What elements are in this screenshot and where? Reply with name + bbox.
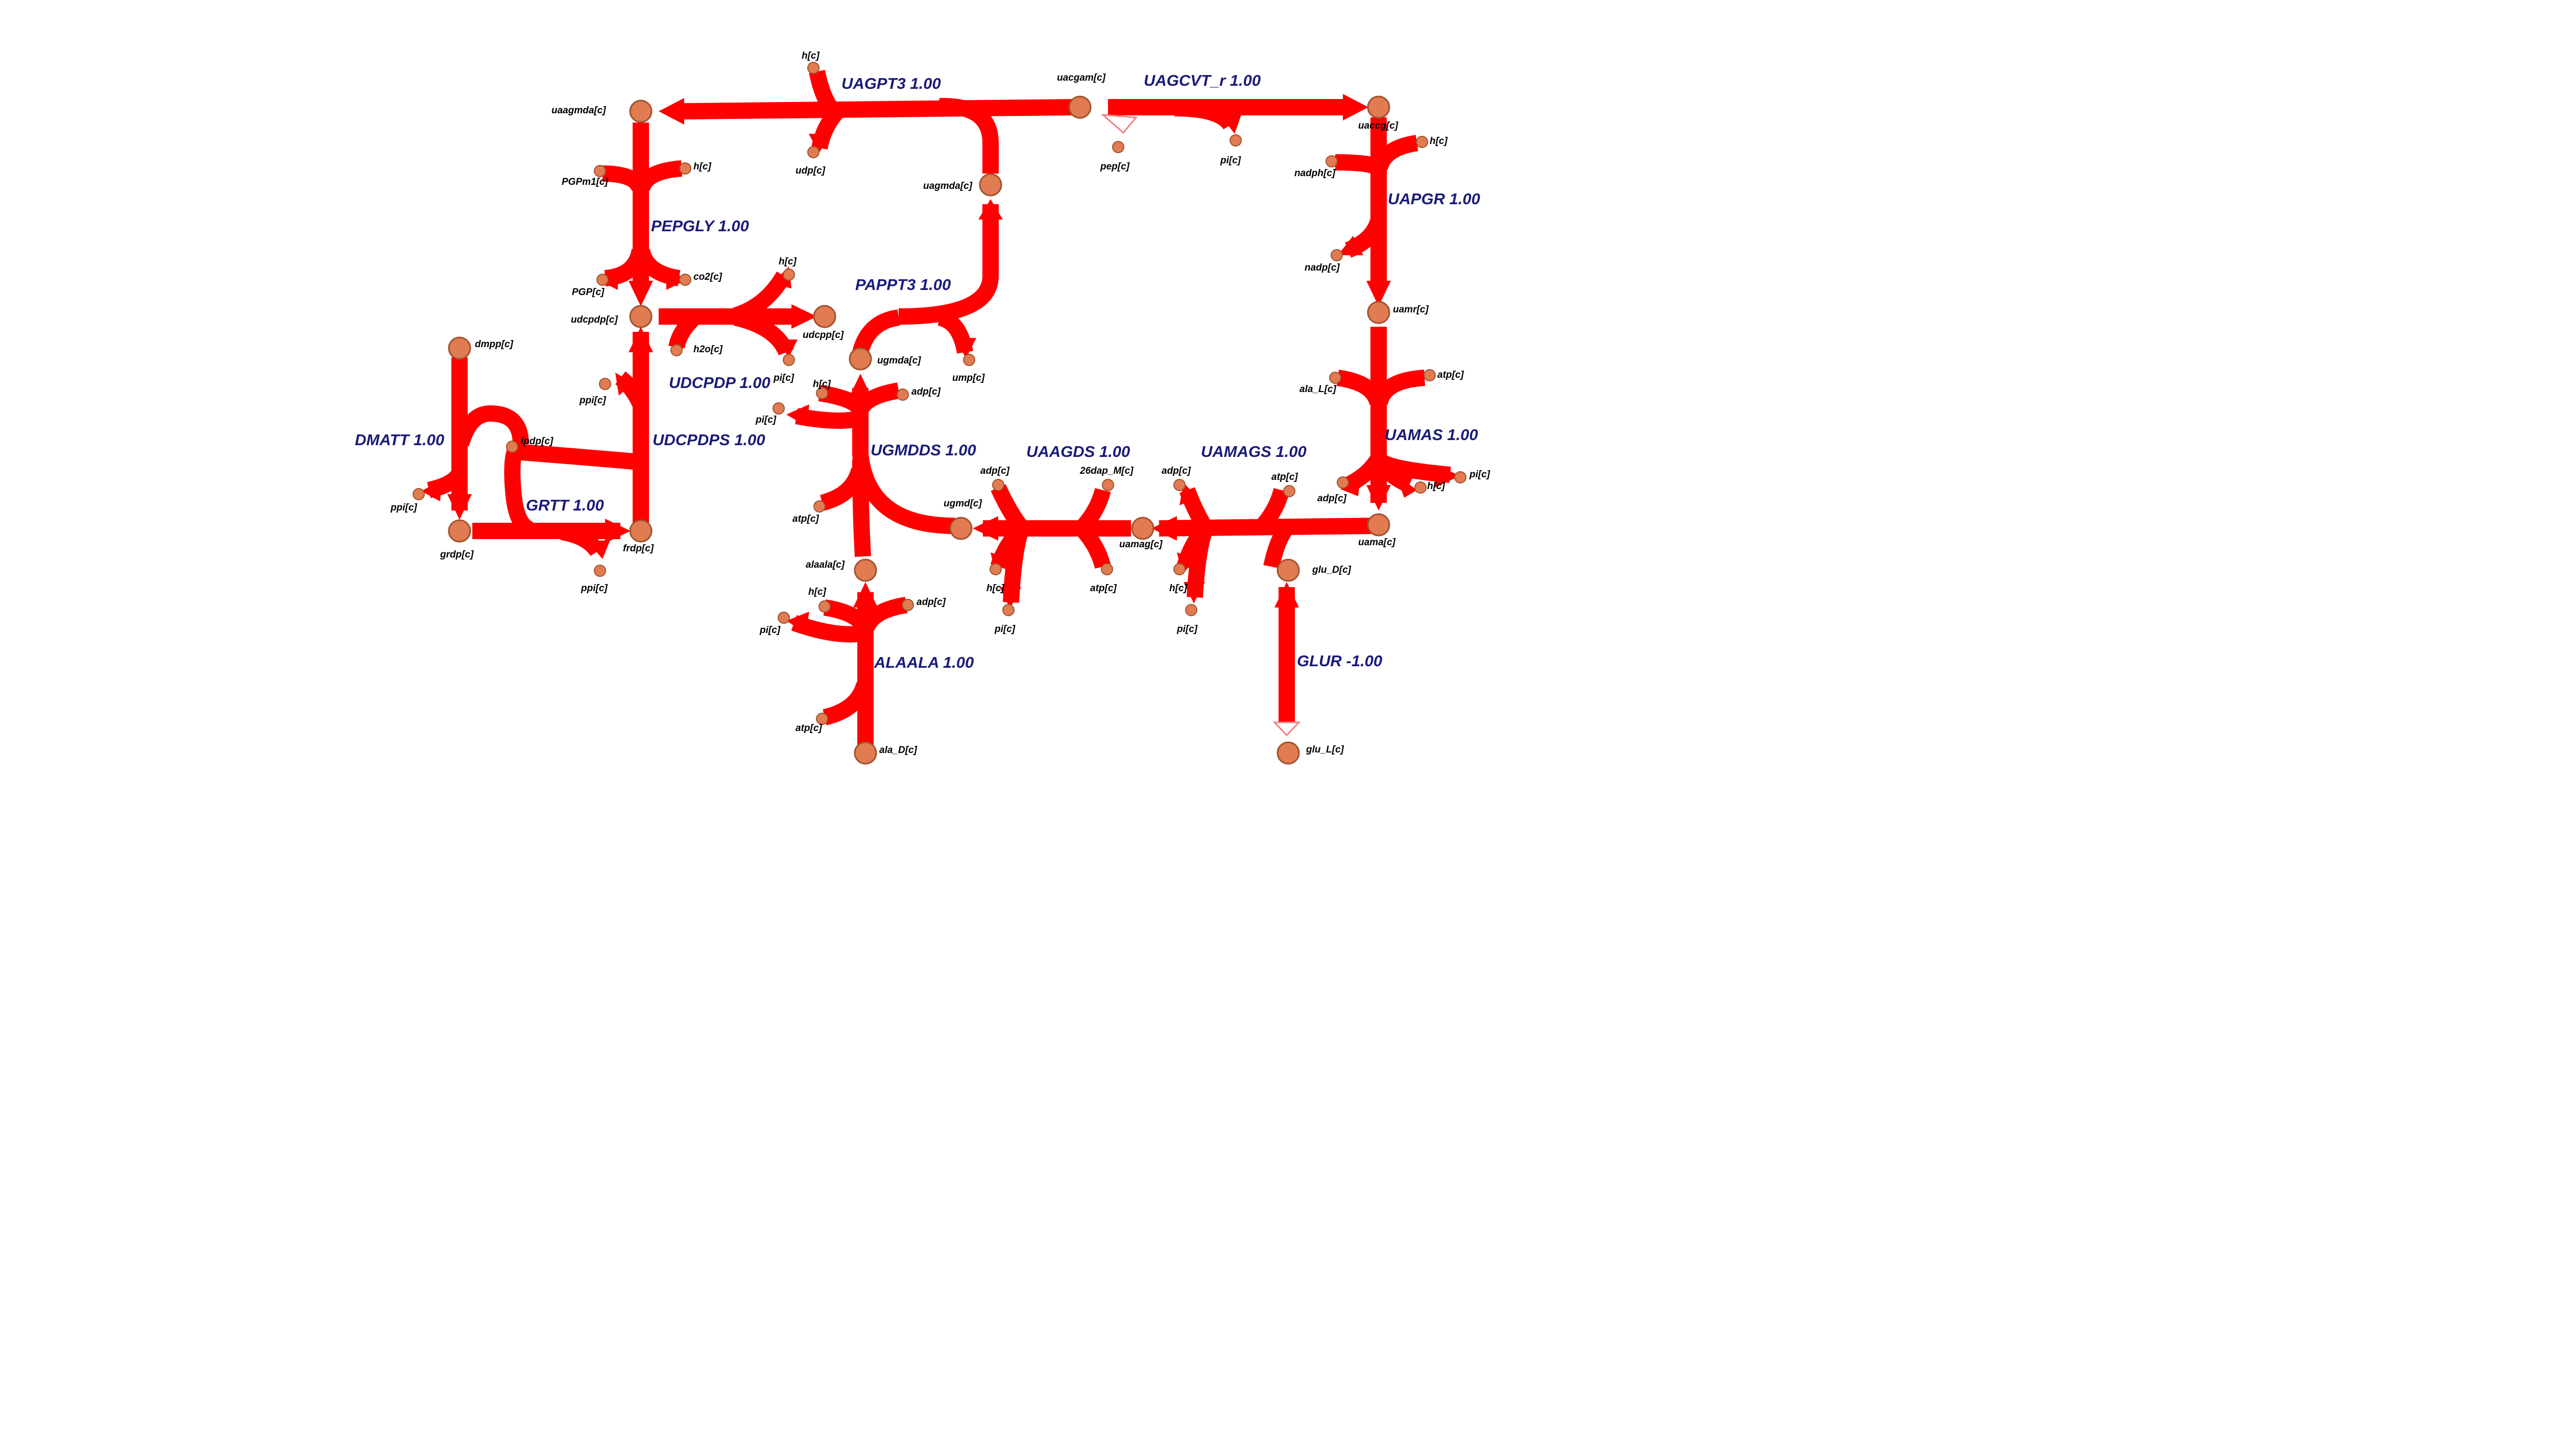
node-pep-uagcvt[interactable] (1113, 141, 1124, 153)
node-h-uagpt3[interactable] (808, 62, 819, 74)
node-glu_L[interactable] (1278, 742, 1299, 764)
label-pi-uamas: pi[c] (1470, 469, 1490, 480)
node-pi-alaala[interactable] (778, 612, 789, 623)
node-h-uaagds[interactable] (990, 564, 1001, 575)
edge-uapgr-h (1380, 143, 1417, 168)
node-ppi-grtt[interactable] (594, 565, 606, 576)
label-glu_L: glu_L[c] (1306, 744, 1344, 755)
node-nadp-uapgr[interactable] (1331, 250, 1342, 261)
reaction-uaagds[interactable]: UAAGDS 1.00 (1026, 443, 1130, 460)
arrowhead-uagmda-up (978, 199, 1003, 220)
node-atp-ugmdds[interactable] (814, 501, 825, 512)
arrowhead-frdp (605, 519, 631, 543)
node-uacgam[interactable] (1069, 96, 1091, 118)
label-grdp: grdp[c] (440, 549, 474, 560)
node-h2o-udcpdp[interactable] (671, 345, 682, 356)
label-adp-ugmdds: adp[c] (911, 386, 941, 397)
arrowhead-pep-hollow (1103, 115, 1136, 133)
label-uama: uama[c] (1358, 537, 1395, 548)
label-ppi-grtt: ppi[c] (581, 583, 608, 594)
reaction-uapgr[interactable]: UAPGR 1.00 (1388, 190, 1480, 208)
node-pi-udcpdp[interactable] (783, 354, 794, 366)
edge-udcpdps-ipdp (516, 452, 640, 462)
node-nadph-uapgr[interactable] (1326, 156, 1337, 167)
label-PGPm1-pepgly: PGPm1[c] (562, 177, 608, 187)
reaction-grtt[interactable]: GRTT 1.00 (526, 496, 604, 514)
node-atp-uaagds[interactable] (1101, 564, 1113, 575)
reaction-uagpt3[interactable]: UAGPT3 1.00 (841, 75, 941, 92)
label-co2-pepgly: co2[c] (693, 272, 722, 282)
label-atp-alaala: atp[c] (796, 723, 822, 734)
node-alaala[interactable] (855, 560, 876, 581)
label-h-uagpt3: h[c] (802, 51, 820, 61)
label-udcpdp: udcpdp[c] (571, 314, 618, 325)
label-ipdp: ipdp[c] (521, 436, 553, 447)
label-h-pappt3: h[c] (779, 256, 797, 267)
node-ppi-dmatt[interactable] (413, 489, 424, 500)
label-h-alaala: h[c] (808, 587, 826, 597)
edge-grtt-ipdp (512, 449, 531, 530)
edge-uamas-ala (1338, 378, 1378, 403)
edge-uagpt3-main (684, 107, 1072, 111)
edge-pappt3-ugmda (860, 318, 899, 352)
label-nadph-uapgr: nadph[c] (1294, 168, 1336, 179)
label-nadp-uapgr: nadp[c] (1305, 262, 1340, 273)
node-ala_L-uamas[interactable] (1330, 372, 1341, 383)
label-ump-pappt3: ump[c] (952, 373, 985, 383)
label-uacgam: uacgam[c] (1057, 72, 1106, 83)
arrowhead-udcpdp-up (629, 327, 653, 352)
label-uamag: uamag[c] (1119, 539, 1163, 550)
label-adp-uamags: adp[c] (1162, 466, 1191, 476)
node-h-pappt3[interactable] (783, 269, 794, 280)
edge-dmatt-ipdp (461, 414, 521, 444)
arrowhead-glud (1274, 582, 1299, 608)
node-udcpp[interactable] (814, 306, 835, 327)
node-pi-ugmdds[interactable] (773, 403, 784, 414)
label-h-ugmdds: h[c] (813, 379, 831, 390)
node-pi-uagcvt[interactable] (1230, 135, 1241, 146)
node-uagmda[interactable] (980, 174, 1001, 196)
node-h-uamags[interactable] (1174, 564, 1185, 575)
label-pi-uagcvt: pi[c] (1220, 155, 1241, 166)
node-h-alaala[interactable] (819, 601, 830, 612)
reaction-labels (355, 71, 1480, 671)
node-uaccg[interactable] (1368, 96, 1389, 118)
arrowhead-glul-hollow (1274, 722, 1299, 735)
edge-alaala-adp (866, 605, 906, 628)
node-ppi-udcpdps[interactable] (599, 378, 611, 390)
label-h-uapgr: h[c] (1430, 136, 1448, 147)
reaction-ugmdds[interactable]: UGMDDS 1.00 (871, 441, 976, 459)
node-dap-uaagds[interactable] (1102, 479, 1114, 491)
label-uagmda: uagmda[c] (923, 181, 973, 191)
edge-uagpt3-h (817, 71, 832, 110)
node-atp-uamags[interactable] (1284, 486, 1295, 497)
label-atp-uamags: atp[c] (1271, 472, 1298, 482)
reaction-udcpdps[interactable]: UDCPDPS 1.00 (653, 431, 765, 449)
label-adp-uaagds: adp[c] (980, 466, 1009, 476)
label-ugmda: ugmda[c] (877, 355, 921, 366)
node-ugmd[interactable] (950, 518, 972, 539)
label-h2o-udcpdp: h2o[c] (693, 344, 722, 355)
label-adp-uamas: adp[c] (1317, 493, 1346, 504)
label-udp-uagpt3: udp[c] (796, 165, 826, 176)
label-atp-uaagds: atp[c] (1090, 583, 1117, 594)
node-udp-uagpt3[interactable] (808, 147, 819, 158)
node-ugmda[interactable] (850, 348, 871, 370)
arrowhead-udcpdp (629, 281, 653, 306)
reaction-pepgly[interactable]: PEPGLY 1.00 (651, 217, 749, 235)
label-ppi-udcpdps: ppi[c] (580, 395, 606, 406)
label-pi-uaagds: pi[c] (995, 624, 1016, 635)
node-pi-uamas[interactable] (1455, 472, 1466, 483)
label-atp-ugmdds: atp[c] (792, 514, 819, 524)
label-pi-ugmdds: pi[c] (756, 415, 777, 425)
label-uaccg: uaccg[c] (1358, 120, 1399, 131)
reaction-glur[interactable]: GLUR -1.00 (1297, 652, 1383, 670)
label-udcpp: udcpp[c] (803, 330, 844, 341)
node-uamr[interactable] (1368, 302, 1389, 323)
node-dmpp[interactable] (449, 337, 470, 359)
label-dap-uaagds: 26dap_M[c] (1080, 466, 1134, 476)
label-h-uaagds: h[c] (986, 583, 1004, 594)
label-h-pepgly: h[c] (693, 161, 711, 172)
label-pi-uamags: pi[c] (1177, 624, 1198, 635)
label-ala_D: ala_D[c] (879, 745, 917, 756)
node-ala_D[interactable] (855, 742, 876, 764)
label-frdp: frdp[c] (623, 543, 654, 554)
reaction-pappt3[interactable]: PAPPT3 1.00 (855, 276, 951, 294)
node-PGPm1-pepgly[interactable] (594, 165, 606, 177)
arrowhead-uaagmda (659, 98, 684, 125)
reaction-uamags[interactable]: UAMAGS 1.00 (1201, 443, 1307, 460)
arrowhead-alaala (853, 582, 878, 608)
reaction-dmatt[interactable]: DMATT 1.00 (355, 431, 445, 449)
label-adp-alaala: adp[c] (917, 597, 946, 608)
label-ppi-dmatt: ppi[c] (391, 502, 417, 513)
metabolite-labels (390, 51, 1490, 756)
label-ala_L-uamas: ala_L[c] (1299, 384, 1336, 395)
node-adp-uamas[interactable] (1337, 477, 1348, 488)
reaction-uagcvt_r[interactable]: UAGCVT_r 1.00 (1144, 71, 1261, 89)
label-pi-udcpdp: pi[c] (774, 373, 794, 383)
label-dmpp: dmpp[c] (475, 339, 513, 350)
node-glu_D[interactable] (1278, 560, 1299, 581)
node-uaagmda[interactable] (630, 101, 652, 122)
edge-uapgr-nadph (1335, 162, 1378, 168)
label-uamr: uamr[c] (1393, 304, 1429, 315)
label-pi-alaala: pi[c] (760, 625, 781, 636)
label-PGP-pepgly: PGP[c] (572, 287, 605, 298)
node-adp-alaala[interactable] (902, 599, 913, 611)
label-uaagmda: uaagmda[c] (551, 105, 606, 116)
node-h-pepgly[interactable] (680, 163, 691, 174)
node-frdp[interactable] (630, 520, 652, 542)
arrowhead-uamag (1151, 516, 1177, 541)
node-co2-pepgly[interactable] (680, 274, 691, 285)
reaction-udcpdp[interactable]: UDCPDP 1.00 (669, 374, 770, 392)
node-pi-uaagds[interactable] (1003, 604, 1014, 616)
reaction-alaala[interactable]: ALAALA 1.00 (874, 653, 974, 671)
arrowhead-ugmd (973, 516, 998, 541)
node-h-uapgr[interactable] (1416, 136, 1428, 148)
node-udcpdp[interactable] (630, 306, 652, 327)
edge-pepgly-h (642, 168, 682, 189)
node-h-uamas[interactable] (1415, 482, 1426, 493)
arrowhead-ugmda (848, 374, 873, 399)
label-h-uamags: h[c] (1169, 583, 1187, 594)
node-adp-uamags[interactable] (1174, 479, 1185, 491)
node-grdp[interactable] (449, 520, 470, 542)
arrowhead-grdp (447, 494, 472, 520)
node-ump-pappt3[interactable] (964, 354, 975, 366)
label-pep-uagcvt: pep[c] (1100, 161, 1129, 172)
label-atp-uamas: atp[c] (1437, 370, 1464, 380)
node-adp-uaagds[interactable] (993, 479, 1004, 491)
node-ipdp[interactable] (507, 441, 518, 452)
edge-pappt3-uagmda (899, 204, 991, 317)
node-adp-ugmdds[interactable] (897, 389, 908, 400)
label-h-uamas: h[c] (1427, 481, 1445, 492)
edge-uamas-atp (1380, 378, 1425, 403)
node-atp-uamas[interactable] (1424, 370, 1435, 381)
arrowhead-uama (1366, 485, 1391, 511)
node-PGP-pepgly[interactable] (597, 274, 608, 285)
node-uama[interactable] (1368, 514, 1389, 536)
reaction-uamas[interactable]: UAMAS 1.00 (1385, 426, 1478, 444)
label-ugmd: ugmd[c] (944, 498, 982, 509)
node-pi-uamags[interactable] (1186, 604, 1197, 616)
node-uamag[interactable] (1132, 518, 1153, 539)
arrowhead-uaccg (1343, 94, 1368, 120)
label-glu_D: glu_D[c] (1312, 565, 1351, 575)
label-alaala: alaala[c] (806, 560, 845, 570)
